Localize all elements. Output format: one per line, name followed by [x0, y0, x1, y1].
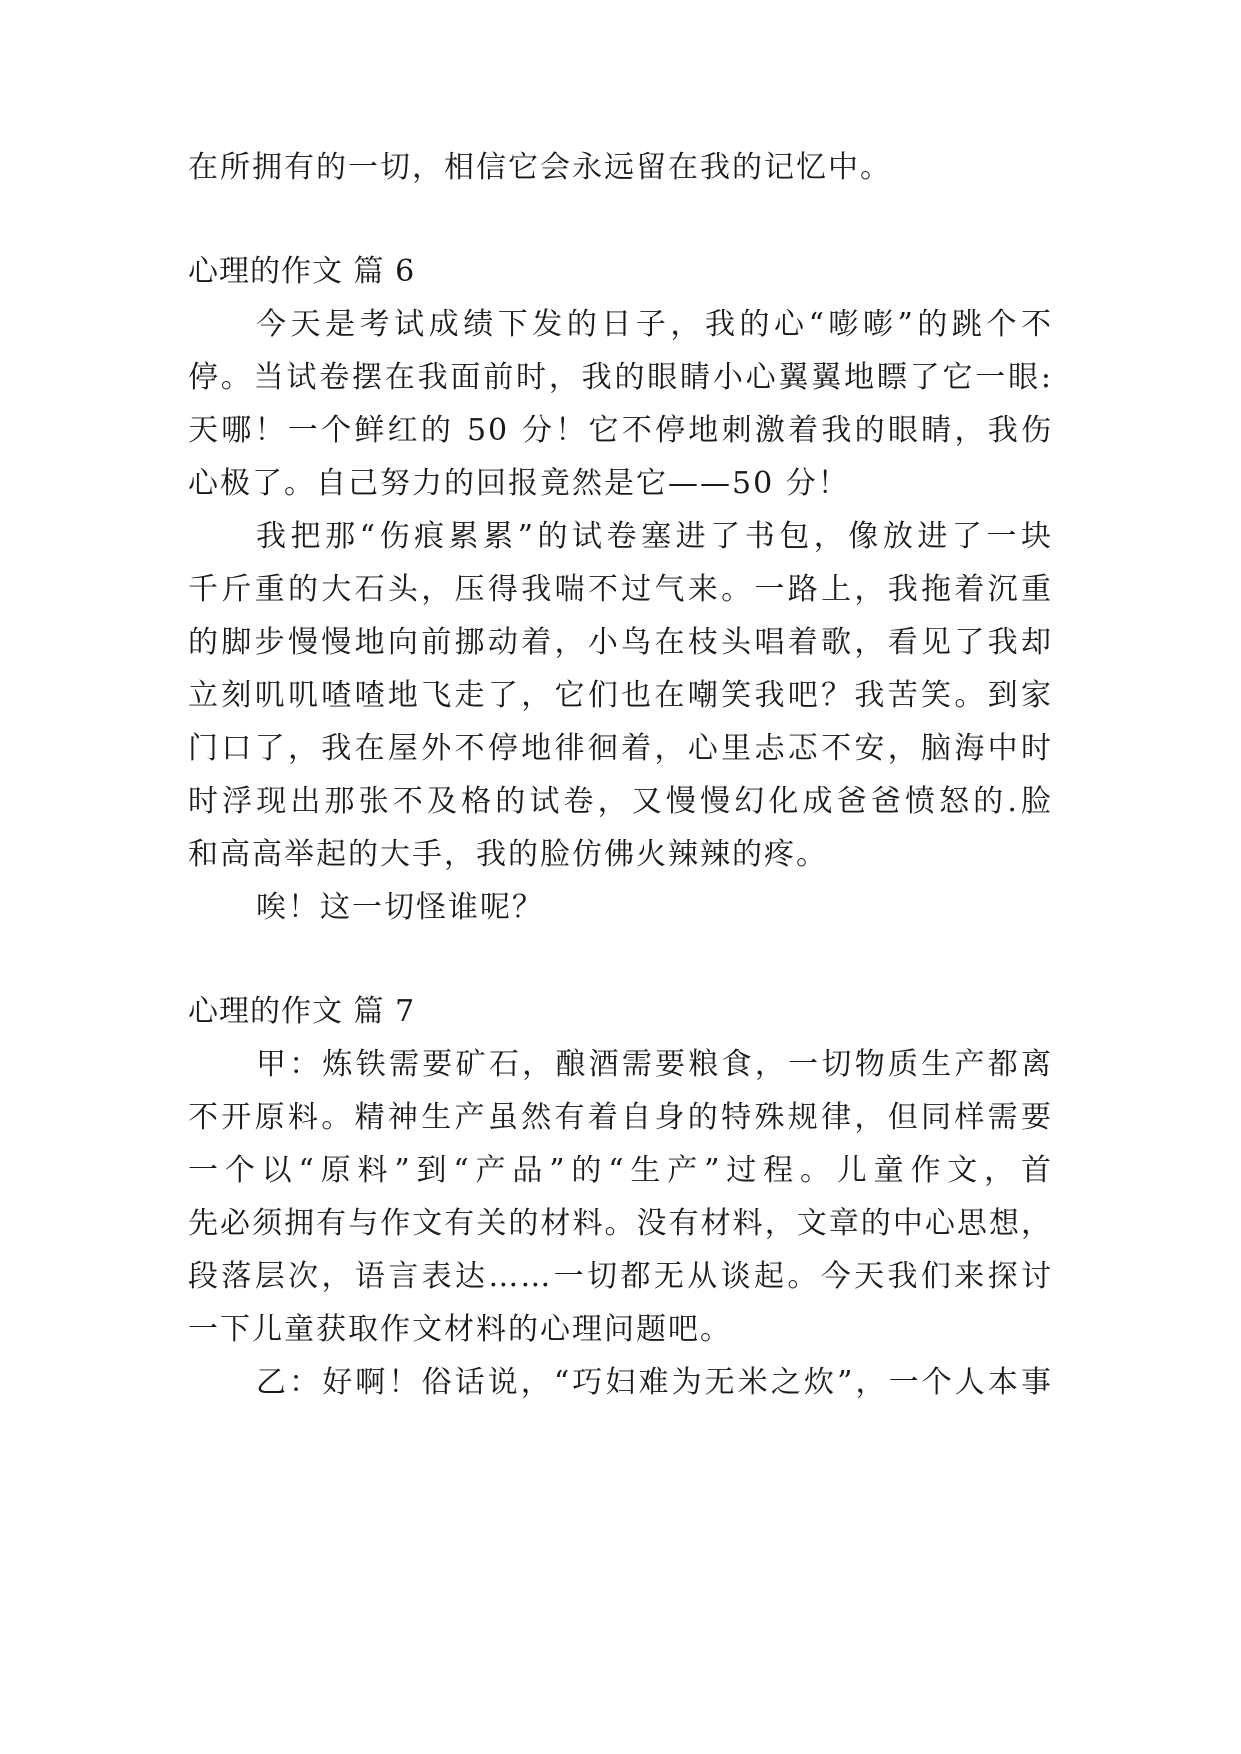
paragraph-line: 和高高举起的大手，我的脸仿佛火辣辣的疼。	[188, 837, 828, 872]
paragraph-line: 立刻叽叽喳喳地飞走了，它们也在嘲笑我吧？我苦笑。到家	[188, 678, 1053, 713]
paragraph-line: 的脚步慢慢地向前挪动着，小鸟在枝头唱着歌，看见了我却	[188, 625, 1053, 660]
paragraph-line: 我把那“伤痕累累”的试卷塞进了书包，像放进了一块	[256, 519, 1053, 554]
paragraph-line: 千斤重的大石头，压得我喘不过气来。一路上，我拖着沉重	[188, 572, 1053, 607]
continuation-line: 在所拥有的一切，相信它会永远留在我的记忆中。	[188, 150, 892, 185]
paragraph-line: 心极了。自己努力的回报竟然是它——50 分！	[188, 466, 850, 501]
paragraph-line: 先必须拥有与作文有关的材料。没有材料，文章的中心思想，	[188, 1206, 1053, 1241]
paragraph-line: 乙：好啊！俗话说，“巧妇难为无米之炊”，一个人本事	[256, 1365, 1053, 1400]
section-heading-7: 心理的作文 篇 7	[188, 994, 416, 1029]
paragraph-line: 一个以“原料”到“产品”的“生产”过程。儿童作文，首	[188, 1153, 1053, 1188]
paragraph-line: 一下儿童获取作文材料的心理问题吧。	[188, 1312, 732, 1347]
paragraph-line: 天哪！一个鲜红的 50 分！它不停地刺激着我的眼睛，我伤	[188, 413, 1053, 448]
paragraph-line: 门口了，我在屋外不停地徘徊着，心里忐忑不安，脑海中时	[188, 731, 1053, 766]
paragraph-line: 不开原料。精神生产虽然有着自身的特殊规律，但同样需要	[188, 1100, 1053, 1135]
paragraph-line: 今天是考试成绩下发的日子，我的心“嘭嘭”的跳个不	[256, 307, 1053, 342]
paragraph-line: 停。当试卷摆在我面前时，我的眼睛小心翼翼地瞟了它一眼:	[188, 360, 1053, 395]
paragraph-line: 时浮现出那张不及格的试卷，又慢慢幻化成爸爸愤怒的.脸	[188, 784, 1053, 819]
paragraph-line: 甲：炼铁需要矿石，酿酒需要粮食，一切物质生产都离	[256, 1047, 1053, 1082]
paragraph-line: 段落层次，语言表达……一切都无从谈起。今天我们来探讨	[188, 1259, 1053, 1294]
paragraph-line: 唉！这一切怪谁呢？	[256, 890, 544, 925]
section-heading-6: 心理的作文 篇 6	[188, 254, 416, 289]
